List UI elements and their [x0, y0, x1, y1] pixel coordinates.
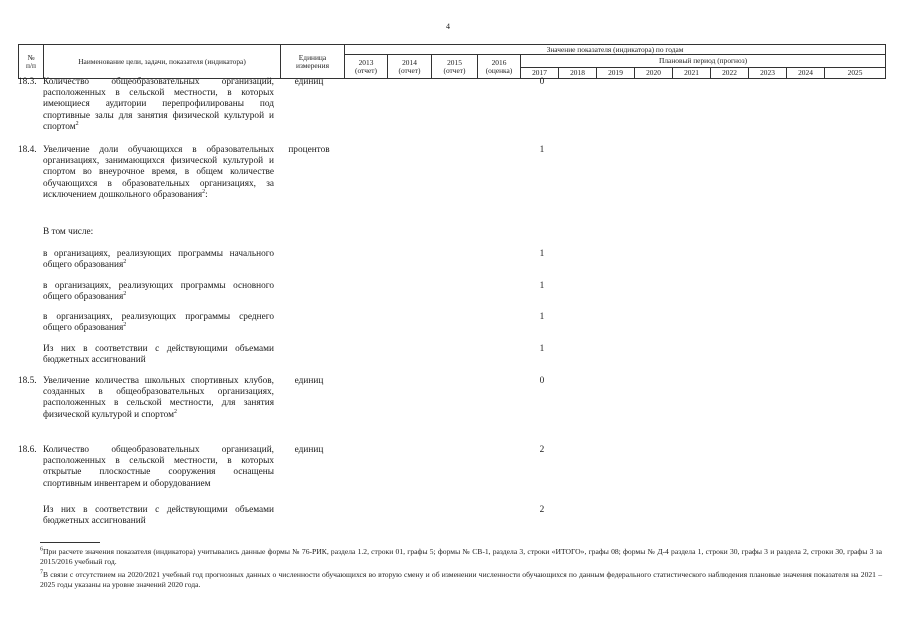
footnote-7	[40, 570, 882, 590]
table-row	[18, 227, 868, 238]
table-row	[18, 344, 868, 366]
header-plan-year-2023: 2023	[749, 68, 787, 79]
header-name: Наименование цели, задачи, показателя (индикатора)	[44, 45, 281, 79]
header-row-top	[19, 45, 886, 55]
header-year-label: 2016	[491, 57, 507, 67]
footnote-ref: 2	[75, 120, 79, 127]
header-year-2013	[345, 55, 388, 79]
footnote-6	[40, 547, 882, 567]
table-row	[18, 145, 868, 201]
footnotes	[40, 547, 882, 593]
row-unit: единиц	[294, 376, 324, 386]
header-values-title: Значение показателя (индикатора) по годам	[345, 45, 886, 55]
header-year-label: 2015	[447, 57, 462, 67]
footnote-text: В связи с отсутствием на 2020/2021 учебный год прогнозных данных о численности обучающихся во вторую смену и об изменении численности обучающихся по данным федерального статистического наблюдения плановые значения показателя на 2021 – 2025 годы указаны на уровне значений 2020 года.	[40, 570, 882, 589]
table-row	[18, 505, 868, 527]
table-row	[18, 445, 868, 490]
header-plan-year-2021: 2021	[673, 68, 711, 79]
header-year-note: (отчет)	[398, 65, 421, 75]
header-year-label: 2014	[402, 57, 417, 67]
header-plan-year-2025: 2025	[825, 68, 886, 79]
row-unit: процентов	[288, 145, 330, 155]
row-indicator-name	[43, 445, 274, 490]
header-year-2016	[478, 55, 521, 79]
page-number: 4	[446, 22, 450, 31]
row-number: 18.6.	[18, 445, 37, 455]
header-year-2014	[388, 55, 432, 79]
header-plan-year-2017: 2017	[521, 68, 559, 79]
table-row	[18, 376, 868, 421]
footnote-ref: 2	[123, 259, 127, 266]
row-value-2017: 2	[539, 445, 545, 455]
row-indicator-name	[43, 249, 274, 271]
footnote-ref: 2	[202, 188, 206, 195]
row-value-2017: 2	[539, 505, 545, 515]
row-number: 18.4.	[18, 145, 37, 155]
header-year-2015	[432, 55, 478, 79]
row-value-2017: 1	[539, 344, 545, 354]
row-indicator-name	[43, 145, 274, 201]
header-year-note: (отчет)	[443, 65, 466, 75]
row-number: 18.5.	[18, 376, 37, 386]
row-number: 18.3.	[18, 77, 37, 87]
table-row	[18, 312, 868, 334]
row-indicator-name	[43, 227, 274, 238]
header-num: № п/п	[19, 45, 44, 79]
table-row	[18, 77, 868, 133]
row-indicator-name	[43, 77, 274, 133]
table-row	[18, 249, 868, 271]
header-unit: Единица измерения	[281, 45, 345, 79]
row-value-2017: 1	[539, 145, 545, 155]
row-name-text: Количество общеобразовательных организаций, расположенных в сельской местности, в которых открытые плоскостные сооружения оснащены спортивным инвентарем и оборудованием	[43, 445, 274, 489]
row-unit: единиц	[294, 445, 324, 455]
footnote-text: При расчете значения показателя (индикатора) учитывались данные формы № 76-РИК, раздела 1.2, строки 01, графы 5; формы № СВ-1, раздела 3, строки «ИТОГО», графы 08; формы № Д-4 раздела 1, строки 30, графы 3 и раздела 2, строки 30, графы 3 за 2015/2016 учебный год.	[40, 547, 882, 566]
header-plan-title: Плановый период (прогноз)	[521, 55, 886, 68]
header-plan-year-2024: 2024	[787, 68, 825, 79]
row-name-text: в организациях, реализующих программы среднего общего образования	[43, 312, 274, 334]
row-name-text: Из них в соответствии с действующими объемами бюджетных ассигнований	[43, 344, 274, 366]
footnote-mark: 6	[40, 546, 43, 553]
row-indicator-name	[43, 376, 274, 421]
row-value-2017: 1	[539, 281, 545, 291]
footnote-ref: 2	[123, 322, 127, 329]
row-name-tail: :	[205, 189, 208, 200]
row-name-text: Из них в соответствии с действующими объемами бюджетных ассигнований	[43, 505, 274, 527]
row-name-text: Увеличение доли обучающихся в образовательных организациях, занимающихся физической культурой и спортом во внеурочное время, в общем количестве обучающихся в образовательных организациях, за исключением дошкольного образования	[43, 145, 274, 200]
header-year-note: (отчет)	[355, 65, 377, 75]
row-unit: единиц	[294, 77, 324, 87]
row-name-text: в организациях, реализующих программы основного общего образования	[43, 281, 274, 303]
footnote-ref: 2	[123, 291, 127, 298]
footnote-mark: 7	[40, 569, 43, 576]
row-name-text: Количество общеобразовательных организаций, расположенных в сельской местности, в которых имеющиеся аудитории перепрофилированы под спортивные залы для занятия физической культурой и спортом	[43, 77, 274, 132]
header-year-label: 2013	[358, 57, 374, 67]
indicator-table-header	[18, 44, 886, 79]
footnote-divider	[40, 542, 100, 543]
row-name-text: в организациях, реализующих программы начального общего образования	[43, 249, 274, 271]
row-value-2017: 1	[539, 249, 545, 259]
header-plan-year-2018: 2018	[559, 68, 597, 79]
table-row	[18, 281, 868, 303]
row-indicator-name	[43, 344, 274, 366]
row-value-2017: 0	[539, 77, 545, 87]
row-indicator-name	[43, 505, 274, 527]
footnote-ref: 2	[174, 408, 178, 415]
row-value-2017: 0	[539, 376, 545, 386]
row-indicator-name	[43, 281, 274, 303]
header-plan-year-2020: 2020	[635, 68, 673, 79]
header-plan-year-2019: 2019	[597, 68, 635, 79]
header-year-note: (оценка)	[485, 65, 513, 75]
row-indicator-name	[43, 312, 274, 334]
header-plan-year-2022: 2022	[711, 68, 749, 79]
row-value-2017: 1	[539, 312, 545, 322]
row-name-text: Увеличение количества школьных спортивных клубов, созданных в общеобразовательных организациях, расположенных в сельской местности, для занятия физической культурой и спортом	[43, 376, 274, 420]
row-name-text: В том числе:	[43, 227, 94, 237]
